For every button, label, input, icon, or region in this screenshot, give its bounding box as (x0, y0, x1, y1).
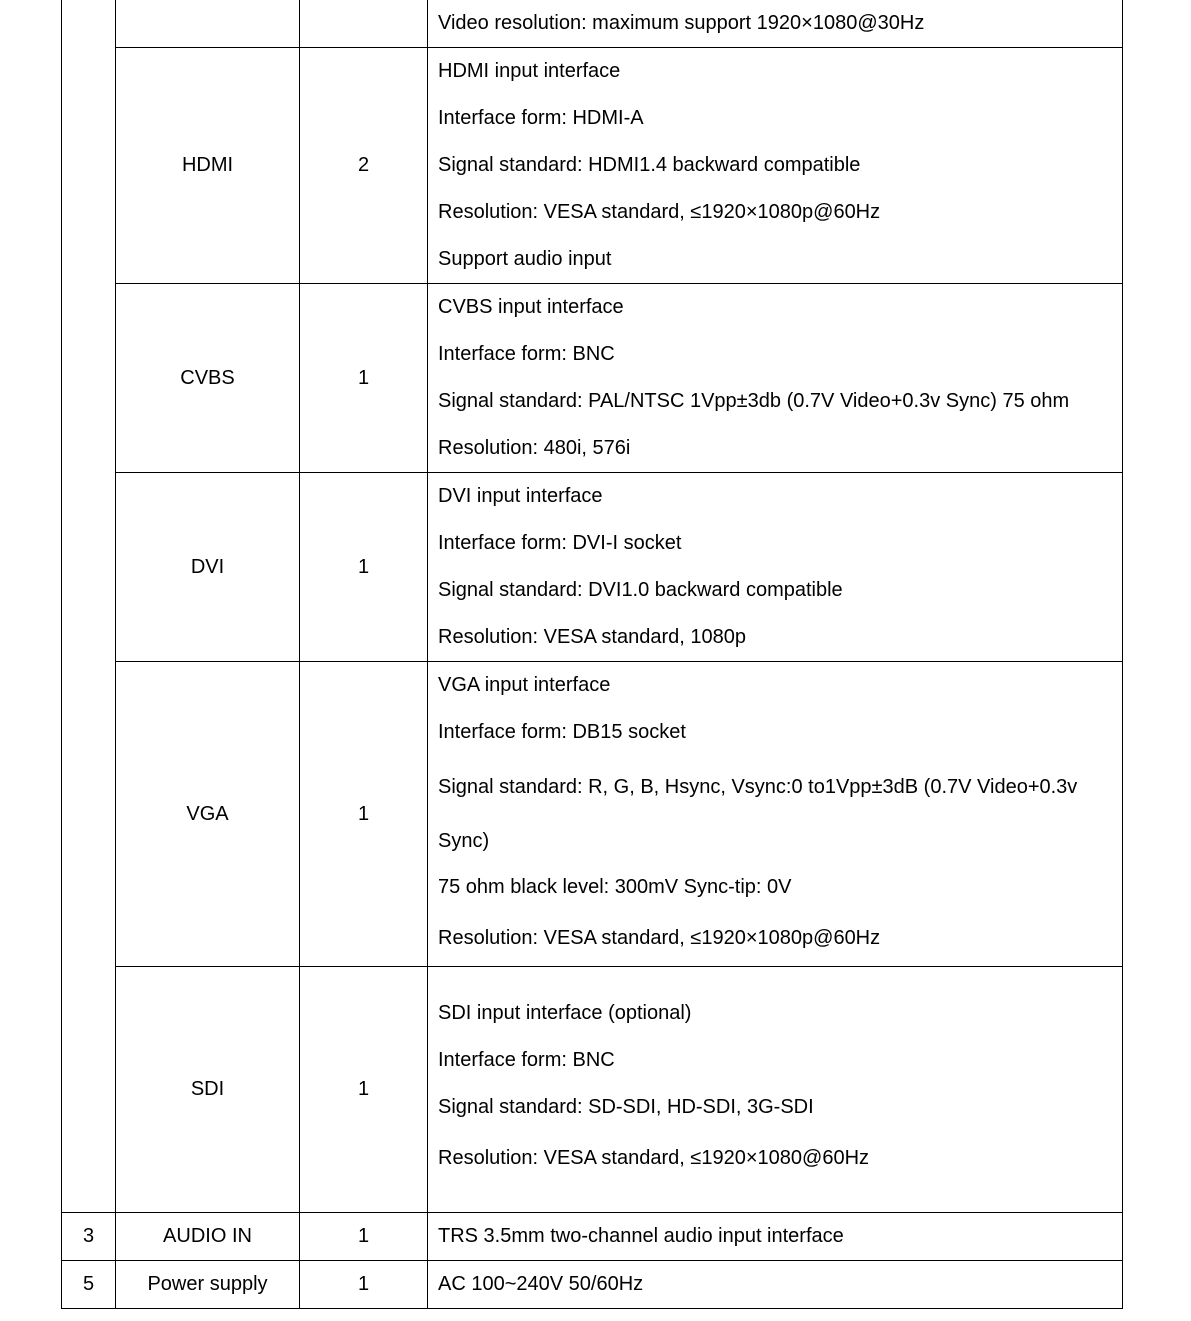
description-cell (428, 0, 1123, 48)
table-row (62, 473, 1123, 662)
description-cell (428, 48, 1123, 284)
description-line: Video resolution: maximum support 1920×1080@30Hz (438, 12, 925, 34)
quantity-cell: 1 (300, 1213, 428, 1261)
description-line: Interface form: BNC (438, 343, 615, 365)
description-line: HDMI input interface (438, 60, 621, 82)
description-cell (428, 967, 1123, 1213)
description-line: Support audio input (438, 248, 612, 270)
table-row (62, 0, 1123, 48)
description-line: TRS 3.5mm two-channel audio input interface (438, 1225, 844, 1247)
description-cell (428, 284, 1123, 473)
table-row (62, 284, 1123, 473)
interface-name-cell (116, 0, 300, 48)
interface-name-cell: SDI (116, 967, 300, 1213)
interface-name-cell: Power supply (116, 1261, 300, 1309)
description-line: Resolution: VESA standard, ≤1920×1080@60Hz (438, 1147, 870, 1169)
quantity-cell: 1 (300, 284, 428, 473)
description-line: SDI input interface (optional) (438, 1002, 692, 1024)
interface-name-cell: HDMI (116, 48, 300, 284)
description-line: Signal standard: R, G, B, Hsync, Vsync:0 to1Vpp±3dB (0.7V Video+0.3v (438, 776, 1078, 798)
description-line: Signal standard: SD-SDI, HD-SDI, 3G-SDI (438, 1096, 814, 1118)
description-line: 75 ohm black level: 300mV Sync-tip: 0V (438, 876, 792, 898)
description-line: VGA input interface (438, 674, 611, 696)
quantity-cell (300, 0, 428, 48)
description-cell (428, 1213, 1123, 1261)
description-line: Resolution: VESA standard, ≤1920×1080p@60Hz (438, 201, 881, 223)
description-line: Interface form: HDMI-A (438, 107, 644, 129)
quantity-cell: 1 (300, 1261, 428, 1309)
interface-name-cell: VGA (116, 662, 300, 967)
table-row (62, 1213, 1123, 1261)
description-line: Signal standard: HDMI1.4 backward compatible (438, 154, 861, 176)
table-row (62, 48, 1123, 284)
description-line: AC 100~240V 50/60Hz (438, 1273, 644, 1295)
quantity-cell: 1 (300, 662, 428, 967)
interface-name-cell: DVI (116, 473, 300, 662)
row-number-cell: 3 (62, 1213, 116, 1261)
row-number-cell: 5 (62, 1261, 116, 1309)
quantity-cell: 1 (300, 473, 428, 662)
table-row (62, 967, 1123, 1213)
description-line: DVI input interface (438, 485, 603, 507)
description-line: Interface form: DB15 socket (438, 721, 686, 743)
description-line: Signal standard: DVI1.0 backward compatible (438, 579, 843, 601)
description-line: Interface form: DVI-I socket (438, 532, 682, 554)
table-row (62, 1261, 1123, 1309)
quantity-cell: 2 (300, 48, 428, 284)
description-cell (428, 1261, 1123, 1309)
quantity-cell: 1 (300, 967, 428, 1213)
description-line: CVBS input interface (438, 296, 624, 318)
description-line: Resolution: 480i, 576i (438, 437, 631, 459)
description-line: Sync) (438, 830, 490, 852)
interface-name-cell: CVBS (116, 284, 300, 473)
description-line: Interface form: BNC (438, 1049, 615, 1071)
interface-name-cell: AUDIO IN (116, 1213, 300, 1261)
table-row (62, 662, 1123, 967)
spec-table (61, 0, 1123, 1309)
row-number-cell (62, 0, 116, 1213)
description-cell (428, 473, 1123, 662)
description-line: Signal standard: PAL/NTSC 1Vpp±3db (0.7V Video+0.3v Sync) 75 ohm (438, 390, 1070, 412)
description-cell (428, 662, 1123, 967)
description-line: Resolution: VESA standard, ≤1920×1080p@60Hz (438, 927, 881, 949)
description-line: Resolution: VESA standard, 1080p (438, 626, 746, 648)
